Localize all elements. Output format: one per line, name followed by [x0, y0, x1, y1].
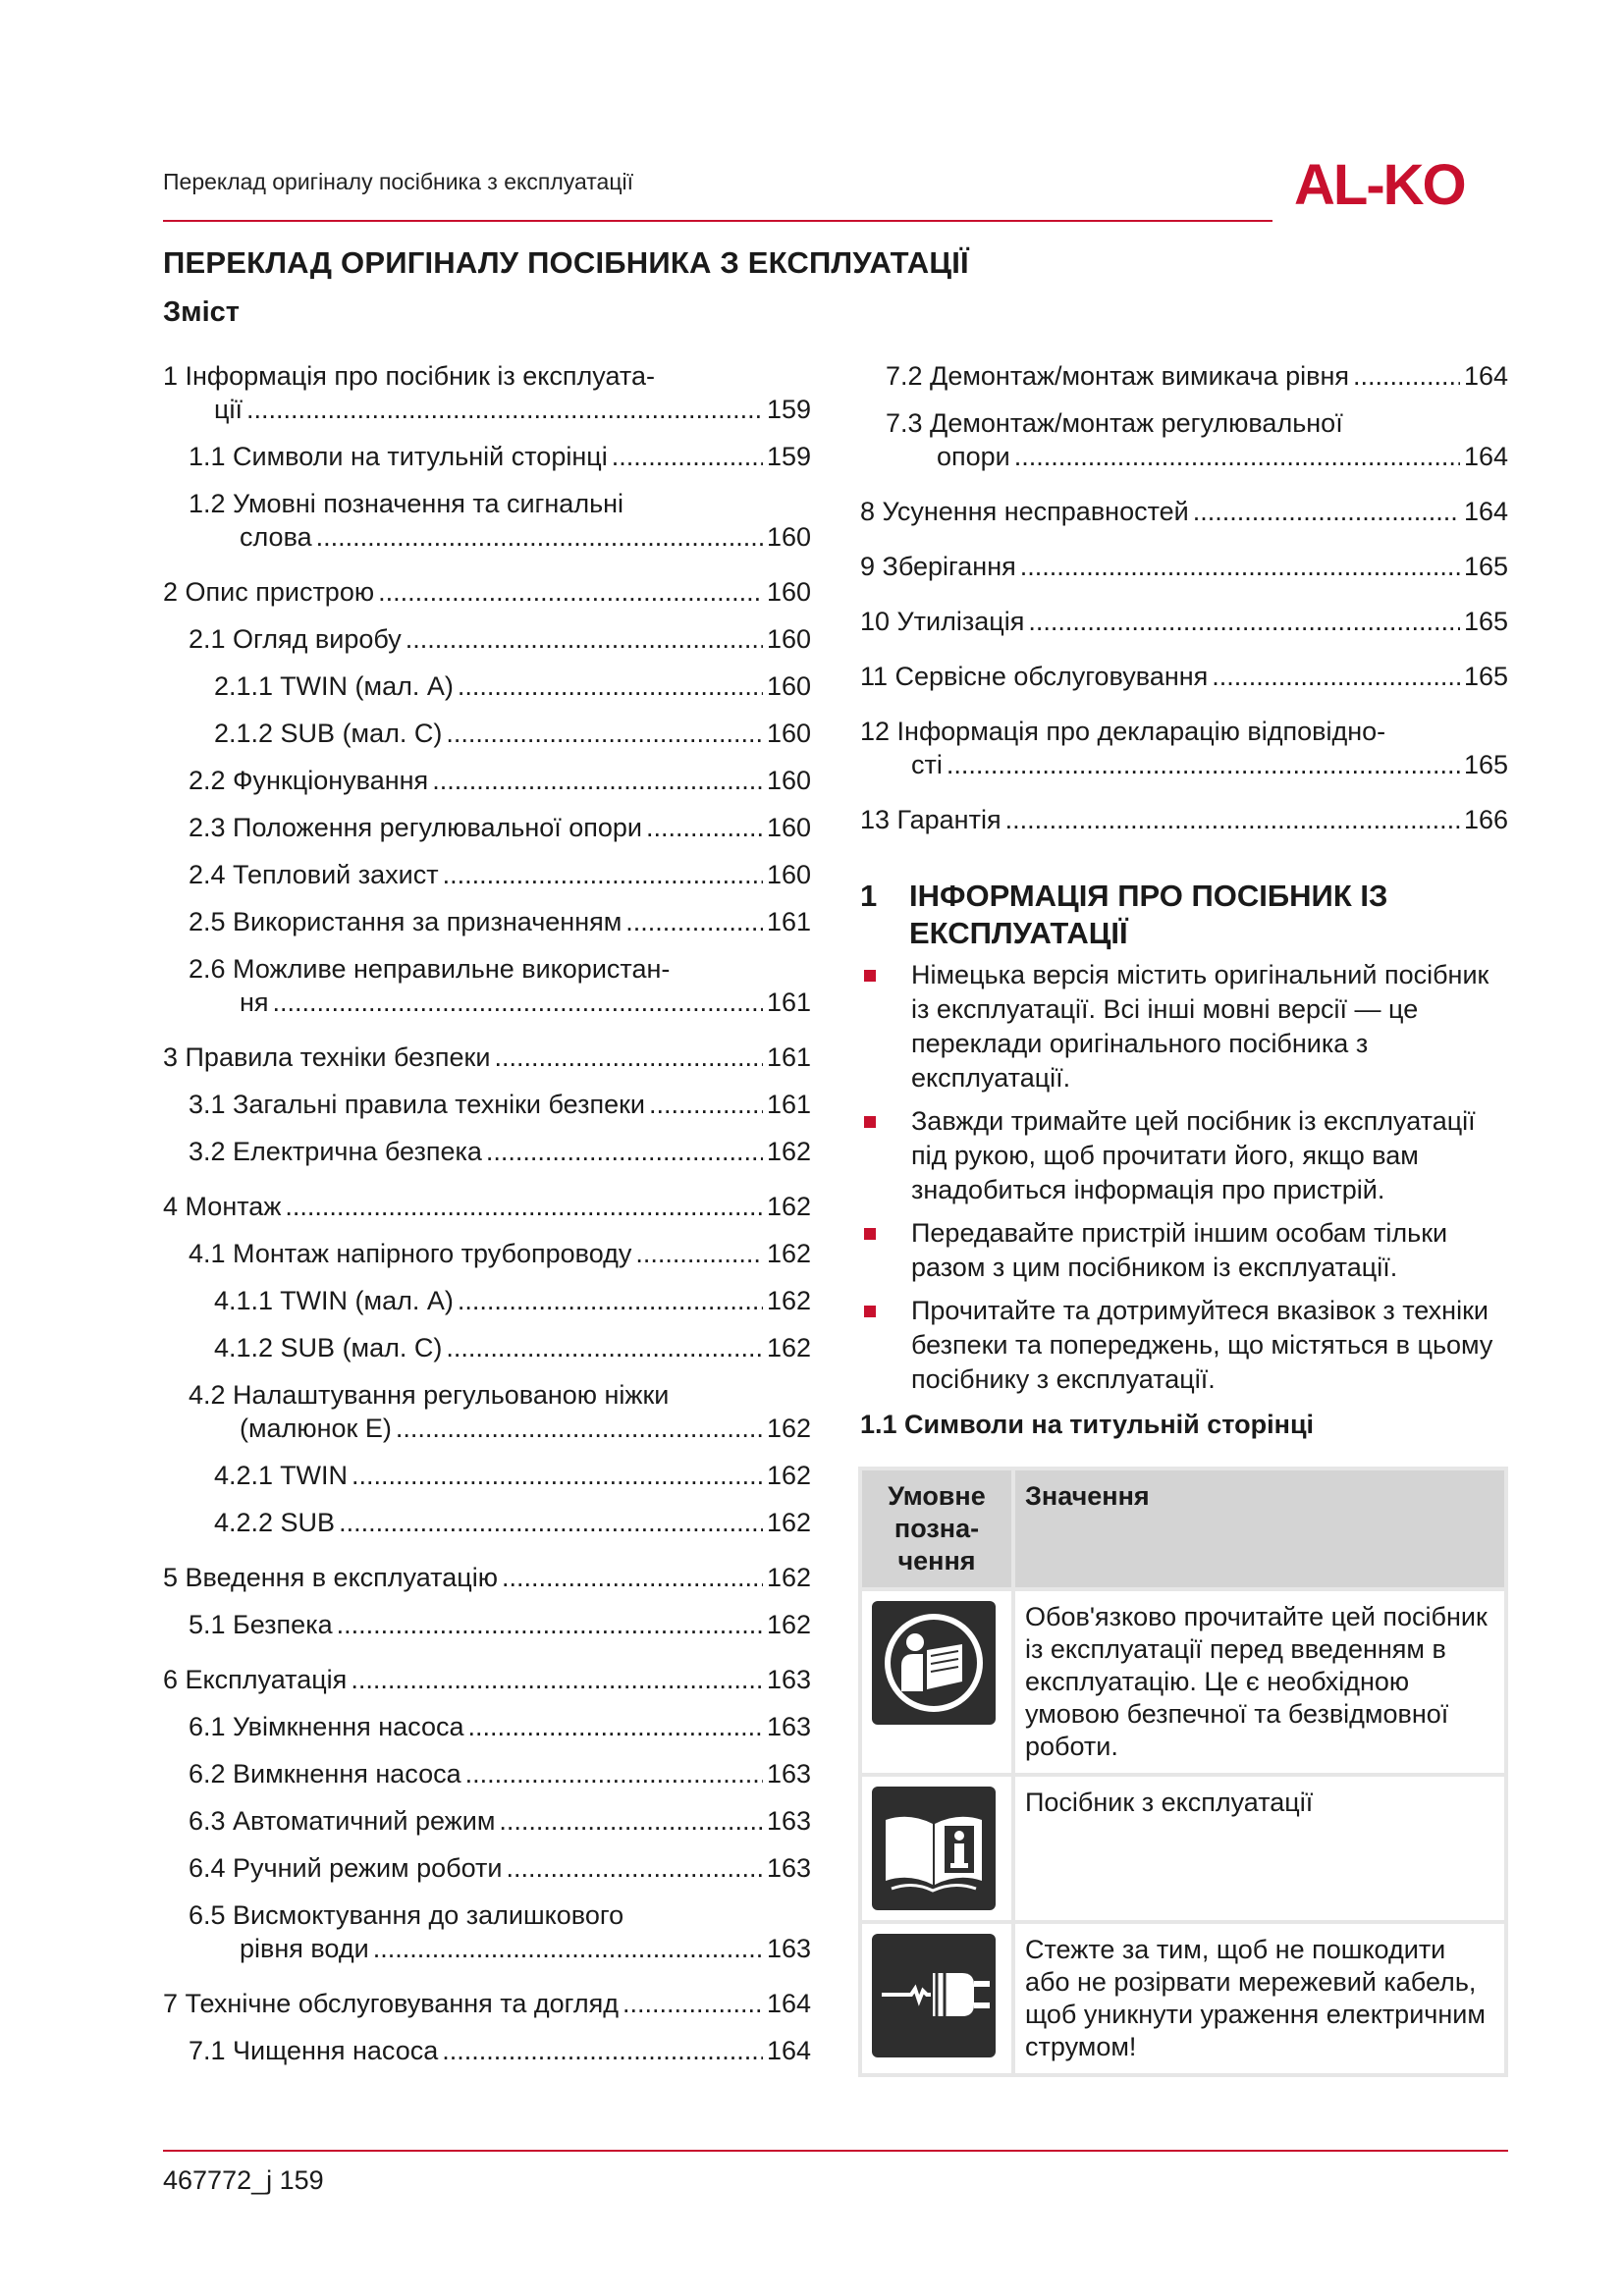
- bullet-list: [860, 958, 1508, 1406]
- toc-leader-dots: [635, 1237, 763, 1270]
- toc-entry[interactable]: [163, 1851, 811, 1885]
- toc-page-number: 166: [1463, 805, 1508, 834]
- toc-leader-dots: [499, 1804, 763, 1838]
- toc-entry-label: 6.3 Автоматичний режим: [189, 1806, 496, 1836]
- toc-page-number: 159: [766, 395, 811, 424]
- toc-entry-label: 2.2 Функціонування: [189, 766, 429, 795]
- toc-entry-label: 2.1.2 SUB (мал. C): [214, 719, 443, 748]
- toc-entry[interactable]: [163, 1284, 811, 1317]
- toc-page-number: 165: [1463, 750, 1508, 779]
- toc-leader-dots: [502, 1561, 763, 1594]
- toc-entry-label: 1 Інформація про посібник із експлуата-: [163, 361, 655, 391]
- toc-leader-dots: [1005, 803, 1460, 836]
- toc-page-number: 160: [766, 577, 811, 607]
- toc-entry-label: 7.2 Демонтаж/монтаж вимикача рівня: [886, 361, 1349, 391]
- toc-page-number: 160: [766, 813, 811, 842]
- toc-page-number: 164: [766, 2036, 811, 2065]
- toc-entry[interactable]: [163, 1237, 811, 1270]
- toc-leader-dots: [468, 1710, 763, 1743]
- toc-entry[interactable]: [163, 1561, 811, 1594]
- toc-leader-dots: [406, 622, 763, 656]
- toc-page-number: 163: [766, 1934, 811, 1963]
- toc-entry-label-cont: опори: [937, 442, 1010, 471]
- table-row: [860, 1922, 1506, 2075]
- toc-leader-dots: [442, 2034, 763, 2067]
- toc-entry[interactable]: [163, 359, 811, 426]
- bullet-square-icon: [864, 1228, 876, 1240]
- toc-leader-dots: [649, 1088, 763, 1121]
- toc-entry[interactable]: [163, 1088, 811, 1121]
- toc-entry-label: 5.1 Безпека: [189, 1610, 333, 1639]
- toc-page-number: 162: [766, 1192, 811, 1221]
- symbol-meaning: Обов'язково прочитайте цей посібник із експлуатації перед введенням в експлуатацію. Це є необхідною умовою безпечної та безвідмовної роботи.: [1013, 1589, 1506, 1775]
- toc-entry-label: 6.4 Ручний режим роботи: [189, 1853, 503, 1883]
- toc-page-number: 163: [766, 1759, 811, 1789]
- page-footer: 467772_j 159: [163, 2165, 324, 2195]
- toc-entry[interactable]: [163, 1378, 811, 1445]
- power-plug-icon: [872, 1934, 996, 2057]
- toc-entry-label: 11 Сервісне обслуговування: [860, 662, 1209, 691]
- toc-leader-dots: [1212, 660, 1460, 693]
- toc-entry[interactable]: [860, 605, 1508, 638]
- toc-leader-dots: [337, 1608, 763, 1641]
- toc-page-number: 165: [1463, 607, 1508, 636]
- toc-entry[interactable]: [163, 1898, 811, 1965]
- toc-entry[interactable]: [163, 622, 811, 656]
- toc-entry[interactable]: [163, 1041, 811, 1074]
- toc-page-number: 164: [1463, 361, 1508, 391]
- section-number: 1: [860, 879, 878, 913]
- toc-entry[interactable]: [163, 717, 811, 750]
- toc-entry-label-cont: (малюнок E): [240, 1414, 392, 1443]
- toc-page-number: 159: [766, 442, 811, 471]
- toc-entry[interactable]: [163, 1987, 811, 2020]
- toc-leader-dots: [507, 1851, 763, 1885]
- toc-page-number: 165: [1463, 662, 1508, 691]
- section-title-line1: ІНФОРМАЦІЯ ПРО ПОСІБНИК ІЗ: [909, 879, 1388, 913]
- toc-page-number: 160: [766, 766, 811, 795]
- toc-entry[interactable]: [163, 669, 811, 703]
- toc-page-number: 162: [766, 1563, 811, 1592]
- toc-entry-label: 4.2.1 TWIN: [214, 1461, 349, 1490]
- toc-leader-dots: [446, 1331, 763, 1364]
- toc-page-number: 164: [766, 1989, 811, 2018]
- list-item: Завжди тримайте цей посібник із експлуатації під рукою, щоб прочитати його, якщо вам знадобиться інформація про пристрій.: [860, 1104, 1508, 1207]
- toc-entry-label: 2.3 Положення регулювальної опори: [189, 813, 643, 842]
- toc-entry[interactable]: [163, 905, 811, 938]
- toc-leader-dots: [465, 1757, 763, 1790]
- list-item: Німецька версія містить оригінальний посібник із експлуатації. Всі інші мовні версії — це переклади оригінального посібника з експлуатації.: [860, 958, 1508, 1095]
- symbol-table: [858, 1467, 1508, 2077]
- running-header: Переклад оригіналу посібника з експлуатації: [163, 169, 634, 194]
- toc-entry-label: 13 Гарантія: [860, 805, 1001, 834]
- toc-entry[interactable]: [163, 1710, 811, 1743]
- symbol-meaning: Стежте за тим, щоб не пошкодити або не розірвати мережевий кабель, щоб уникнути ураження електричним струмом!: [1013, 1922, 1506, 2075]
- toc-leader-dots: [646, 811, 763, 844]
- toc-entry[interactable]: [860, 495, 1508, 528]
- subsection-heading: 1.1 Символи на титульній сторінці: [860, 1410, 1315, 1439]
- read-manual-icon: [872, 1601, 996, 1725]
- toc-entry-label: 12 Інформація про декларацію відповідно-: [860, 717, 1386, 746]
- toc-entry-label: 3.1 Загальні правила техніки безпеки: [189, 1090, 645, 1119]
- toc-entry[interactable]: [163, 1459, 811, 1492]
- alko-logo: [1294, 155, 1500, 214]
- toc-entry-label: 5 Введення в експлуатацію: [163, 1563, 498, 1592]
- toc-page-number: 163: [766, 1712, 811, 1741]
- toc-leader-dots: [486, 1135, 763, 1168]
- toc-leader-dots: [458, 669, 763, 703]
- list-item: Прочитайте та дотримуйтеся вказівок з техніки безпеки та попереджень, що містяться в цьому посібнику з експлуатації.: [860, 1294, 1508, 1397]
- toc-leader-dots: [432, 764, 763, 797]
- toc-leader-dots: [273, 986, 763, 1019]
- toc-leader-dots: [1028, 605, 1460, 638]
- toc-leader-dots: [443, 858, 763, 891]
- toc-entry-label: 2.6 Можливе неправильне використан-: [189, 954, 671, 984]
- toc-entry-label: 4 Монтаж: [163, 1192, 282, 1221]
- toc-entry-label: 2.1.1 TWIN (мал. A): [214, 671, 454, 701]
- toc-entry-label: 7.3 Демонтаж/монтаж регулювальної: [886, 408, 1343, 438]
- table-header-row: [860, 1468, 1506, 1589]
- toc-entry-label: 3.2 Електрична безпека: [189, 1137, 482, 1166]
- toc-entry[interactable]: [163, 1331, 811, 1364]
- toc-leader-dots: [446, 717, 763, 750]
- footer-rule: [163, 2150, 1508, 2152]
- toc-leader-dots: [494, 1041, 762, 1074]
- toc-entry[interactable]: [163, 2034, 811, 2067]
- toc-page-number: 164: [1463, 442, 1508, 471]
- toc-entry[interactable]: [163, 952, 811, 1019]
- toc-entry-label: 6.2 Вимкнення насоса: [189, 1759, 461, 1789]
- header-meaning: Значення: [1013, 1468, 1506, 1589]
- toc-entry-label: 6.5 Висмоктування до залишкового: [189, 1900, 624, 1930]
- toc-entry-label: 10 Утилізація: [860, 607, 1025, 636]
- toc-page-number: 160: [766, 719, 811, 748]
- header-symbol: Умовне позначення: [860, 1468, 1013, 1589]
- toc-entry[interactable]: [163, 811, 811, 844]
- toc-entry-label: 2.5 Використання за призначенням: [189, 907, 623, 936]
- toc-entry-label: 9 Зберігання: [860, 552, 1016, 581]
- toc-page-number: 162: [766, 1414, 811, 1443]
- section-title-line2: ЕКСПЛУАТАЦІЇ: [909, 916, 1128, 950]
- toc-leader-dots: [1014, 440, 1460, 473]
- toc-entry[interactable]: [860, 660, 1508, 693]
- toc-entry[interactable]: [163, 440, 811, 473]
- toc-page-number: 162: [766, 1137, 811, 1166]
- table-row: [860, 1775, 1506, 1922]
- bullet-square-icon: [864, 1306, 876, 1317]
- bullet-square-icon: [864, 970, 876, 982]
- list-item: Передавайте пристрій іншим особам тільки разом з цим посібником із експлуатації.: [860, 1216, 1508, 1285]
- toc-entry-label: 2.1 Огляд виробу: [189, 624, 402, 654]
- toc-page-number: 161: [766, 988, 811, 1017]
- toc-entry-label: 6.1 Увімкнення насоса: [189, 1712, 464, 1741]
- section-1-heading: [860, 878, 1508, 952]
- toc-page-number: 160: [766, 522, 811, 552]
- toc-entry-label: 2.4 Тепловий захист: [189, 860, 439, 889]
- header-rule: [163, 220, 1272, 222]
- toc-entry-label: 1.1 Символи на титульній сторінці: [189, 442, 608, 471]
- toc-leader-dots: [373, 1932, 763, 1965]
- toc-leader-dots: [612, 440, 763, 473]
- toc-entry-label: 8 Усунення несправностей: [860, 497, 1189, 526]
- toc-page-number: 161: [766, 907, 811, 936]
- toc-page-number: 162: [766, 1286, 811, 1315]
- toc-entry[interactable]: [163, 487, 811, 554]
- toc-entry[interactable]: [163, 1757, 811, 1790]
- toc-entry-label-cont: слова: [240, 522, 312, 552]
- toc-entry-label: 4.1.2 SUB (мал. C): [214, 1333, 443, 1362]
- toc-page-number: 164: [1463, 497, 1508, 526]
- toc-entry-label: 7.1 Чищення насоса: [189, 2036, 439, 2065]
- toc-entry-label: 1.2 Умовні позначення та сигнальні: [189, 489, 624, 518]
- toc-heading: Зміст: [163, 296, 241, 328]
- toc-entry-label: 4.2 Налаштування регульованою ніжки: [189, 1380, 670, 1410]
- toc-entry[interactable]: [163, 764, 811, 797]
- toc-entry-label-cont: ня: [240, 988, 269, 1017]
- toc-entry-label: 4.1.1 TWIN (мал. A): [214, 1286, 454, 1315]
- toc-leader-dots: [947, 748, 1460, 781]
- toc-entry-label: 4.2.2 SUB: [214, 1508, 336, 1537]
- toc-leader-dots: [623, 1987, 763, 2020]
- toc-entry[interactable]: [860, 359, 1508, 393]
- toc-page-number: 160: [766, 860, 811, 889]
- toc-entry-label-cont: ції: [214, 395, 243, 424]
- toc-entry-label: 4.1 Монтаж напірного трубопроводу: [189, 1239, 632, 1268]
- toc-page-number: 163: [766, 1806, 811, 1836]
- toc-page-number: 162: [766, 1610, 811, 1639]
- toc-page-number: 160: [766, 624, 811, 654]
- toc-entry[interactable]: [163, 575, 811, 609]
- toc-leader-dots: [352, 1459, 763, 1492]
- toc-leader-dots: [351, 1663, 763, 1696]
- toc-entry[interactable]: [163, 858, 811, 891]
- toc-entry-label-cont: рівня води: [240, 1934, 369, 1963]
- toc-entry[interactable]: [860, 803, 1508, 836]
- toc-left-column: [163, 359, 811, 2067]
- toc-entry[interactable]: [163, 1608, 811, 1641]
- toc-entry[interactable]: [860, 406, 1508, 473]
- bullet-square-icon: [864, 1116, 876, 1128]
- toc-entry[interactable]: [163, 1135, 811, 1168]
- toc-leader-dots: [378, 575, 763, 609]
- toc-page-number: 161: [766, 1090, 811, 1119]
- toc-right-column: [860, 359, 1508, 836]
- toc-entry-label: 2 Опис пристрою: [163, 577, 375, 607]
- toc-entry-label-cont: сті: [911, 750, 943, 779]
- document-title: ПЕРЕКЛАД ОРИГІНАЛУ ПОСІБНИКА З ЕКСПЛУАТАЦІЇ: [163, 245, 969, 280]
- toc-entry[interactable]: [163, 1190, 811, 1223]
- toc-page-number: 162: [766, 1239, 811, 1268]
- toc-entry[interactable]: [860, 715, 1508, 781]
- toc-entry-label: 3 Правила техніки безпеки: [163, 1042, 491, 1072]
- toc-leader-dots: [625, 905, 763, 938]
- toc-leader-dots: [316, 520, 763, 554]
- table-row: [860, 1589, 1506, 1775]
- toc-leader-dots: [396, 1412, 763, 1445]
- toc-page-number: 163: [766, 1853, 811, 1883]
- toc-page-number: 161: [766, 1042, 811, 1072]
- toc-page-number: 162: [766, 1461, 811, 1490]
- toc-entry-label: 7 Технічне обслуговування та догляд: [163, 1989, 620, 2018]
- toc-page-number: 160: [766, 671, 811, 701]
- toc-page-number: 163: [766, 1665, 811, 1694]
- toc-entry[interactable]: [163, 1804, 811, 1838]
- toc-page-number: 162: [766, 1508, 811, 1537]
- toc-entry[interactable]: [163, 1506, 811, 1539]
- toc-leader-dots: [246, 393, 763, 426]
- toc-entry[interactable]: [860, 550, 1508, 583]
- symbol-meaning: Посібник з експлуатації: [1013, 1775, 1506, 1922]
- manual-info-icon: [872, 1787, 996, 1910]
- toc-entry[interactable]: [163, 1663, 811, 1696]
- toc-page-number: 165: [1463, 552, 1508, 581]
- toc-leader-dots: [1353, 359, 1460, 393]
- toc-leader-dots: [1193, 495, 1460, 528]
- toc-leader-dots: [339, 1506, 763, 1539]
- toc-page-number: 162: [766, 1333, 811, 1362]
- logo-text: AL-KO: [1294, 155, 1465, 214]
- toc-leader-dots: [1020, 550, 1460, 583]
- toc-leader-dots: [285, 1190, 763, 1223]
- toc-leader-dots: [458, 1284, 763, 1317]
- toc-entry-label: 6 Експлуатація: [163, 1665, 348, 1694]
